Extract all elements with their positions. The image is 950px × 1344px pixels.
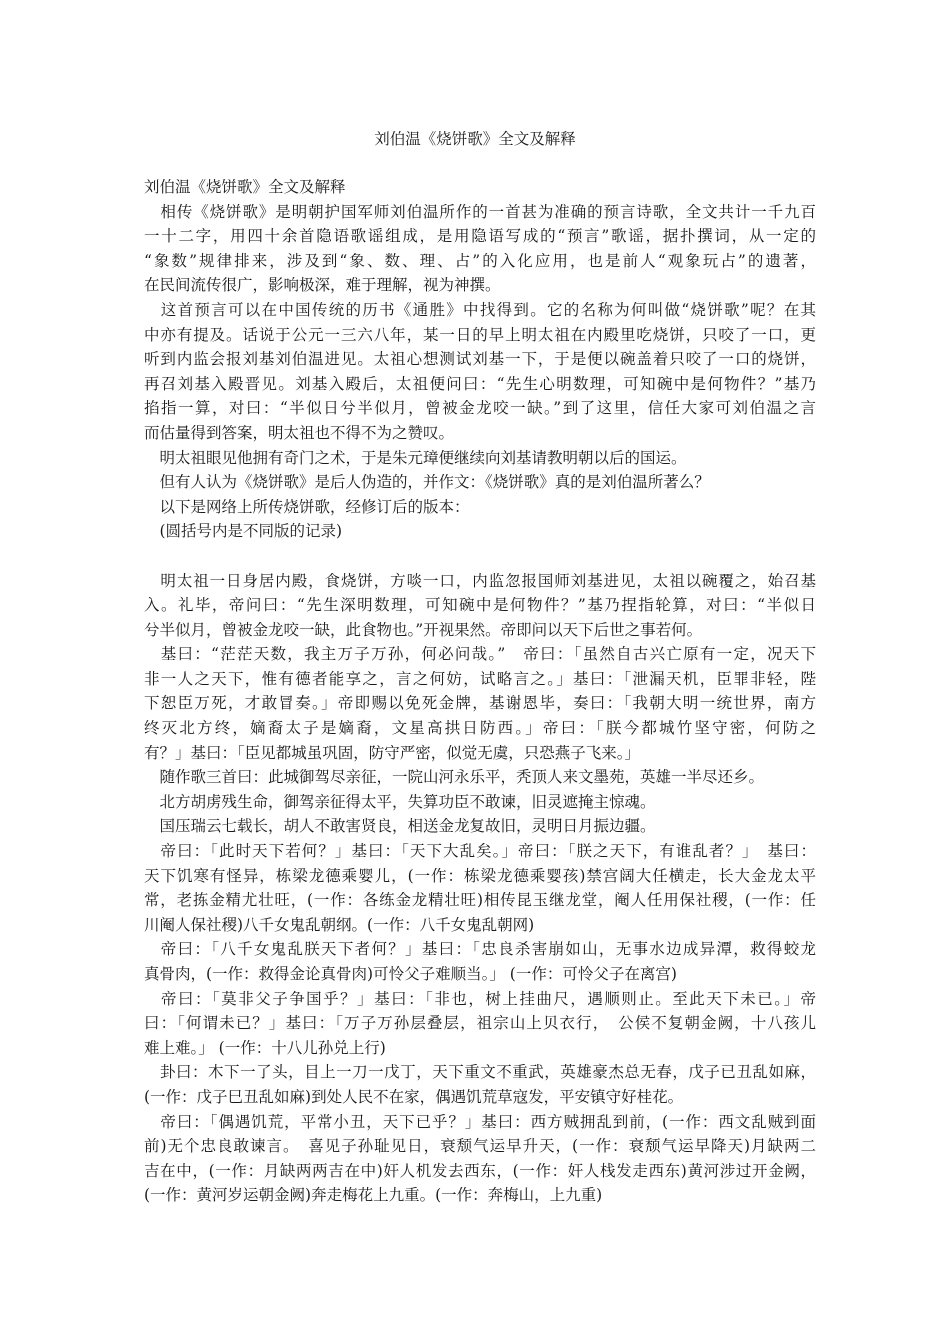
text-line: (一作：戊子巳丑乱如麻)到处人民不在家，偶遇饥荒草寇发，平安镇守好桂花。 — [144, 1087, 684, 1106]
text-line: 中亦有提及。话说于公元一三六八年，某一日的早上明太祖在内殿里吃烧饼，只咬了一口，更 — [144, 325, 816, 344]
text-line: 曰：「何谓未已？」基曰：「万子万孙层叠层，祖宗山上贝衣行， 公侯不复朝金阙，十八孩儿 — [144, 1014, 816, 1033]
text-line: 而估量得到答案，明太祖也不得不为之赞叹。 — [144, 423, 455, 442]
document-title: 刘伯温《烧饼歌》全文及解释 — [374, 130, 576, 148]
text-line: 真骨肉，(一作：救得金论真骨肉)可怜父子难顺当。」 (一作：可怜父子在离宫) — [144, 965, 677, 983]
text-line: 国压瑞云七载长，胡人不敢害贤良，相送金龙复故旧，灵明日月振边疆。 — [144, 817, 656, 836]
text-line: 但有人认为《烧饼歌》是后人伪造的，并作文：《烧饼歌》真的是刘伯温所著么？ — [144, 473, 710, 492]
text-line: 帝曰：「莫非父子争国乎？」基曰：「非也，树上挂曲尺，遇顺则止。至此天下未已。」帝 — [144, 989, 816, 1008]
text-line: 卦曰：木下一了头，目上一刀一戊丁，天下重文不重武，英雄豪杰总无春，戊子已丑乱如麻， — [144, 1063, 816, 1082]
text-line: 终灭北方终，嫡裔太子是嫡裔，文星高拱日防西。」帝曰：「朕今都城竹坚守密，何防之 — [144, 719, 816, 738]
text-line: “象数”规律排来，涉及到“象、数、理、占”的入化应用，也是前人“观象玩占”的遗著， — [144, 251, 816, 270]
text-line: 明太祖一日身居内殿，食烧饼，方啖一口，内监忽报国师刘基进见，太祖以碗覆之，始召基 — [144, 571, 816, 590]
text-line: 前)无个忠良敢谏言。 喜见子孙耻见日，衰颓气运早升天，(一作：衰颓气运早降天)月缺两二 — [144, 1137, 816, 1156]
text-line: (圆括号内是不同版的记录) — [144, 522, 343, 541]
text-line: 天下饥寒有怪异，栋梁龙德乘婴儿，(一作：栋梁龙德乘婴孩)禁宫阔大任横走，长大金龙太平 — [144, 866, 816, 885]
text-line: 帝曰：「此时天下若何？」基曰：「天下大乱矣。」帝曰：「朕之天下，有谁乱者？」 基曰： — [144, 842, 816, 861]
text-line: 在民间流传很广，影响极深，难于理解，视为神撰。 — [144, 276, 501, 295]
text-line: 帝曰：「偶遇饥荒，平常小丑，天下已乎？」基曰：西方贼拥乱到前，(一作：西文乱贼到面 — [144, 1112, 816, 1131]
text-line: 帝曰：「八千女鬼乱朕天下者何？」基曰：「忠良杀害崩如山，无事水边成异潭，救得蛟龙 — [144, 940, 816, 959]
text-line: 吉在中，(一作：月缺两两吉在中)奸人机发去西东，(一作：奸人栈发走西东)黄河涉过开金阙， — [144, 1161, 816, 1180]
text-line: 兮半似月，曾被金龙咬一缺，此食物也。”开视果然。帝即问以天下后世之事若何。 — [144, 620, 703, 639]
text-line: 再召刘基入殿晋见。刘基入殿后，太祖便问曰：“先生心明数理，可知碗中是何物件？”基乃 — [144, 374, 816, 393]
text-line: 这首预言可以在中国传统的历书《通胜》中找得到。它的名称为何叫做“烧饼歌”呢？在其 — [144, 300, 816, 319]
text-line: 非一人之天下，惟有德者能享之，言之何妨，试略言之。」基曰：「泄漏天机，臣罪非轻，陛 — [144, 669, 816, 688]
text-line: 入。礼毕，帝问曰：“先生深明数理，可知碗中是何物件？”基乃捏指轮算，对曰：“半似日 — [144, 596, 816, 615]
text-line: 听到内监会报刘基刘伯温进见。太祖心想测试刘基一下，于是便以碗盖着只咬了一口的烧饼， — [144, 350, 816, 369]
text-line: 一十二字，用四十余首隐语歌谣组成，是用隐语写成的“预言”歌谣，据扑撰词，从一定的 — [144, 227, 816, 246]
text-line: 北方胡虏残生命，御驾亲征得太平，失算功臣不敢谏，旧灵遮掩主惊魂。 — [144, 792, 656, 811]
document-body — [144, 175, 816, 1208]
text-line: 难上难。」 (一作：十八儿孙兑上行) — [144, 1038, 386, 1057]
text-line: 随作歌三首曰：此城御驾尽亲征，一院山河永乐平，秃顶人来文墨苑，英雄一半尽还乡。 — [144, 768, 765, 787]
text-line: (一作：黄河岁运朝金阙)奔走梅花上九重。(一作：奔梅山，上九重) — [144, 1186, 603, 1205]
text-line: 掐指一算，对曰：“半似日兮半似月，曾被金龙咬一缺。”到了这里，信任大家可刘伯温之言 — [144, 399, 816, 418]
text-line: 常，老拣金精尤壮旺，(一作：各练金龙精壮旺)相传昆玉继龙堂，阉人任用保社稷，(一作：任 — [144, 891, 816, 910]
blank-line — [144, 544, 816, 569]
text-line: 明太祖眼见他拥有奇门之术，于是朱元璋便继续向刘基请教明朝以后的国运。 — [144, 448, 687, 467]
text-line: 以下是网络上所传烧饼歌，经修订后的版本： — [144, 497, 470, 516]
text-line: 有？」基曰：「臣见都城虽巩固，防守严密，似觉无虞，只恐燕子飞来。」 — [144, 743, 641, 762]
text-line: 下恕臣万死，才敢冒奏。」帝即赐以免死金牌，基谢恩毕，奏曰：「我朝大明一统世界，南方 — [144, 694, 816, 713]
text-line: 相传《烧饼歌》是明朝护国军师刘伯温所作的一首甚为准确的预言诗歌，全文共计一千九百 — [144, 202, 816, 221]
text-line: 基曰：“茫茫天数，我主万子万孙，何必问哉。” 帝曰：「虽然自古兴亡原有一定，况天下 — [144, 645, 816, 664]
text-line: 川阉人保社稷)八千女鬼乱朝纲。(一作：八千女鬼乱朝网) — [144, 915, 535, 934]
text-line: 刘伯温《烧饼歌》全文及解释 — [144, 178, 346, 196]
